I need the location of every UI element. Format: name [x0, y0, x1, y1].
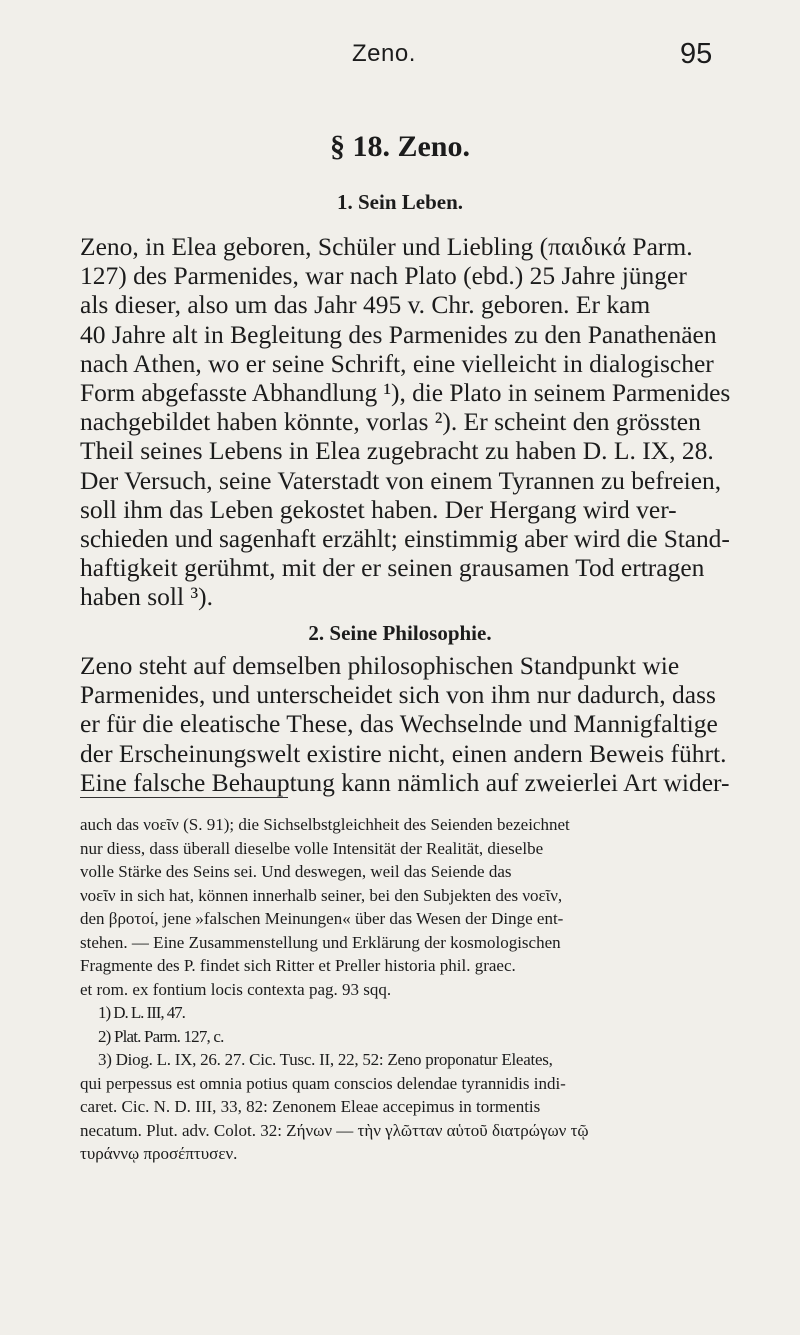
page-number: 95: [680, 38, 713, 70]
footnote-line: qui perpessus est omnia potius quam conscios delendae tyrannidis indi-: [80, 1073, 566, 1093]
footnote-2: 2) Plat. Parm. 127, c.: [98, 1026, 224, 1046]
text-line: haben soll ³).: [80, 582, 213, 612]
footnote-line: den βροτοί, jene »falschen Meinungen« über das Wesen der Dinge ent-: [80, 909, 564, 928]
text-line: 127) des Parmenides, war nach Plato (ebd.) 25 Jahre jünger: [80, 261, 687, 291]
footnote-divider: [80, 797, 288, 798]
footnote-line: stehen. — Eine Zusammenstellung und Erklärung der kosmologischen: [80, 932, 561, 952]
text-line: nachgebildet haben könnte, vorlas ²). Er scheint den grössten: [80, 407, 701, 437]
text-line: Der Versuch, seine Vaterstadt von einem Tyrannen zu befreien,: [80, 465, 722, 495]
footnote-1: 1) D. L. III, 47.: [98, 1003, 185, 1022]
text-line: nach Athen, wo er seine Schrift, eine vielleicht in dialogischer: [80, 348, 714, 378]
footnotes: [80, 813, 730, 1166]
text-line: 40 Jahre alt in Begleitung des Parmenides zu den Panathenäen: [80, 319, 717, 349]
footnote-line: Fragmente des P. findet sich Ritter et Preller historia phil. graec.: [80, 956, 516, 975]
text-line: Theil seines Lebens in Elea zugebracht zu haben D. L. IX, 28.: [80, 436, 714, 466]
footnote-3: 3) Diog. L. IX, 26. 27. Cic. Tusc. II, 22, 52: Zeno proponatur Eleates,: [98, 1050, 553, 1069]
footnote-line: et rom. ex fontium locis contexta pag. 93 sqq.: [80, 979, 392, 999]
paragraph-life: [80, 232, 730, 612]
paragraph-philosophy: [80, 651, 730, 797]
footnote-line: τυράννῳ προσέπτυσεν.: [80, 1144, 238, 1163]
text-line: Zeno steht auf demselben philosophischen Standpunkt wie: [80, 651, 680, 680]
running-title: Zeno.: [352, 40, 416, 67]
text-line: Parmenides, und unterscheidet sich von ihm nur dadurch, dass: [80, 680, 716, 710]
running-head: [0, 40, 800, 80]
footnote-line: auch das νοεῖν (S. 91); die Sichselbstgleichheit des Seienden bezeichnet: [80, 815, 570, 834]
text-line: schieden und sagenhaft erzählt; einstimmig aber wird die Stand-: [80, 524, 730, 554]
text-line: der Erscheinungswelt existire nicht, einen andern Beweis führt.: [80, 738, 727, 768]
text-line: Eine falsche Behauptung kann nämlich auf zweierlei Art wider-: [80, 767, 730, 797]
footnote-line: nur diess, dass überall dieselbe volle Intensität der Realität, dieselbe: [80, 838, 544, 858]
text-line: Zeno, in Elea geboren, Schüler und Liebling (παιδικά Parm.: [80, 232, 693, 261]
text-line: haftigkeit gerühmt, mit der er seinen grausamen Tod ertragen: [80, 553, 705, 583]
text-line: Form abgefasste Abhandlung ¹), die Plato in seinem Parmenides: [80, 378, 731, 408]
text-line: als dieser, also um das Jahr 495 v. Chr. geboren. Er kam: [80, 290, 651, 320]
footnote-line: necatum. Plut. adv. Colot. 32: Ζήνων — τὴν γλῶτταν αὑτοῦ διατρώγων τῷ: [80, 1120, 589, 1140]
text-line: er für die eleatische These, das Wechselnde und Mannigfaltige: [80, 709, 718, 739]
section-heading: § 18. Zeno.: [329, 130, 470, 163]
footnote-line: caret. Cic. N. D. III, 33, 82: Zenonem Eleae accepimus in tormentis: [80, 1097, 541, 1116]
footnote-line: volle Stärke des Seins sei. Und deswegen, weil das Seiende das: [80, 862, 512, 881]
text-line: soll ihm das Leben gekostet haben. Der Hergang wird ver-: [80, 494, 677, 524]
subsection-heading-philosophy: 2. Seine Philosophie.: [308, 621, 492, 645]
footnote-line: νοεῖν in sich hat, können innerhalb seiner, bei den Subjekten des νοεῖν,: [80, 885, 563, 905]
subsection-heading-life: 1. Sein Leben.: [336, 190, 464, 214]
